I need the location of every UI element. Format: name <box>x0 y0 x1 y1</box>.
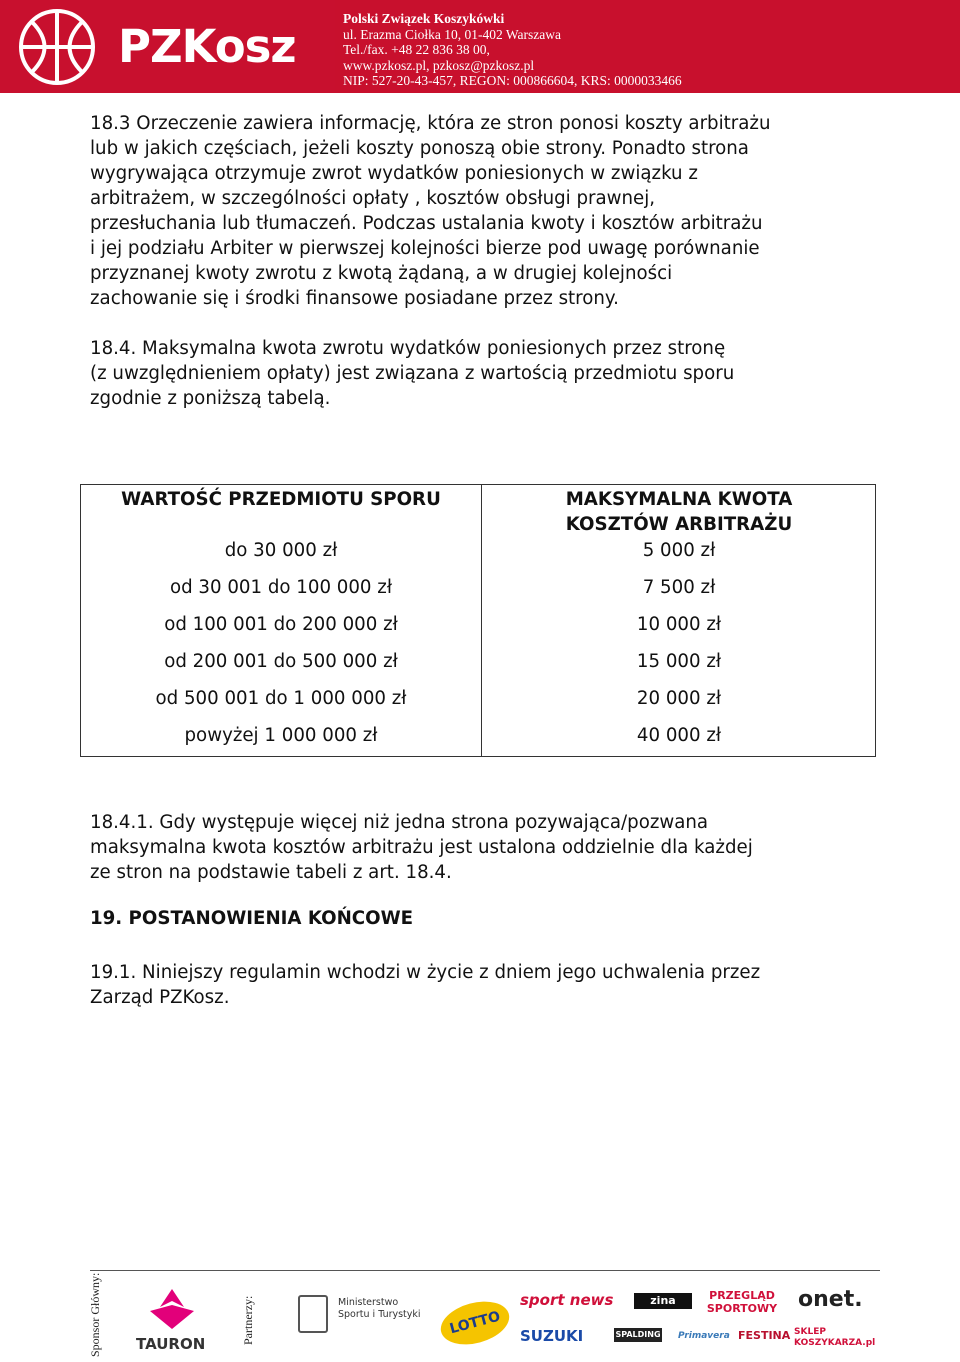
contact-info <box>343 11 682 89</box>
ministry-line: Ministerstwo <box>338 1297 399 1308</box>
paragraph-18-3 <box>90 111 890 311</box>
row-value: od 200 001 do 500 000 zł <box>164 651 398 672</box>
text-line: Zarząd PZKosz. <box>90 987 230 1008</box>
brand-name: PZKosz <box>118 20 296 73</box>
suzuki-logo: SUZUKI <box>520 1327 584 1345</box>
row-max: 15 000 zł <box>636 651 722 672</box>
text-line: wygrywająca otrzymuje zwrot wydatków poniesionych w związku z <box>90 163 698 184</box>
row-max: 40 000 zł <box>636 725 722 746</box>
row-max: 7 500 zł <box>642 577 716 598</box>
phone: Tel./fax. +48 22 836 38 00, <box>343 42 490 57</box>
row-value: od 30 001 do 100 000 zł <box>169 577 393 598</box>
section-19-title: 19. POSTANOWIENIA KOŃCOWE <box>90 908 414 929</box>
address: ul. Erazma Ciołka 10, 01-402 Warszawa <box>343 26 561 42</box>
ministry-emblem-icon <box>298 1295 328 1333</box>
header-value: WARTOŚĆ PRZEDMIOTU SPORU <box>121 489 441 510</box>
footer-divider <box>90 1270 880 1271</box>
paragraph-19-1 <box>90 960 890 1010</box>
tauron-name: TAURON <box>136 1335 206 1353</box>
lotto-logo: LOTTO <box>436 1295 514 1352</box>
text-line: arbitrażem, w szczególności opłaty , kosztów obsługi prawnej, <box>90 188 656 209</box>
text-line: zgodnie z poniższą tabelą. <box>90 388 331 409</box>
row-value: od 500 001 do 1 000 000 zł <box>155 688 407 709</box>
text-line: przyznanej kwoty zwrotu z kwotą żądaną, a w drugiej kolejności <box>90 263 673 284</box>
text-line: maksymalna kwota kosztów arbitrażu jest ustalona oddzielnie dla każdej <box>90 837 753 858</box>
text-line: 18.4.1. Gdy występuje więcej niż jedna strona pozywająca/pozwana <box>90 812 709 833</box>
arbitration-cost-table <box>80 484 876 757</box>
onet-logo: onet. <box>798 1287 863 1312</box>
text-line: 18.4. Maksymalna kwota zwrotu wydatków poniesionych przez stronę <box>90 338 726 359</box>
ministry-line: Sportu i Turystyki <box>338 1309 421 1320</box>
text-line: (z uwzględnieniem opłaty) jest związana z wartością przedmiotu sporu <box>90 363 735 384</box>
pzkosz-logo <box>0 0 335 93</box>
paragraph-18-4 <box>90 336 890 411</box>
row-max: 10 000 zł <box>636 614 722 635</box>
org-name: Polski Związek Koszykówki <box>343 11 505 26</box>
header-max-line1: MAKSYMALNA KWOTA <box>565 489 793 510</box>
row-value: powyżej 1 000 000 zł <box>184 725 378 746</box>
row-max: 5 000 zł <box>642 540 716 561</box>
basketball-icon <box>18 8 96 86</box>
zina-logo: zina <box>634 1293 692 1309</box>
header-max-line2: KOSZTÓW ARBITRAŻU <box>565 514 793 535</box>
letterhead <box>0 0 960 93</box>
sponsors-footer <box>0 1265 960 1362</box>
ministry-logo <box>338 1297 421 1321</box>
przeglad-sportowy-logo: PRZEGLĄD SPORTOWY <box>706 1289 778 1315</box>
text-line: lub w jakich częściach, jeżeli koszty ponoszą obie strony. Ponadto strona <box>90 138 749 159</box>
text-line: i jej podziału Arbiter w pierwszej kolejności bierze pod uwagę porównanie <box>90 238 760 259</box>
primavera-logo: Primavera <box>678 1331 730 1341</box>
festina-logo: FESTINA <box>738 1329 791 1342</box>
row-max: 20 000 zł <box>636 688 722 709</box>
tauron-icon <box>132 1285 212 1333</box>
web-email: www.pzkosz.pl, pzkosz@pzkosz.pl <box>343 57 535 73</box>
spalding-logo: SPALDING <box>614 1328 662 1342</box>
row-value: do 30 000 zł <box>224 540 338 561</box>
text-line: zachowanie się i środki finansowe posiadane przez strony. <box>90 288 619 309</box>
paragraph-18-4-1 <box>90 810 890 885</box>
text-line: ze stron na podstawie tabeli z art. 18.4. <box>90 862 452 883</box>
tauron-logo <box>132 1285 212 1357</box>
registry-numbers: NIP: 527-20-43-457, REGON: 000866604, KRS: 0000033466 <box>343 73 682 88</box>
text-line: 18.3 Orzeczenie zawiera informację, która ze stron ponosi koszty arbitrażu <box>90 113 771 134</box>
main-sponsor-label: Sponsor Główny: <box>88 1272 102 1357</box>
text-line: przesłuchania lub tłumaczeń. Podczas ustalania kwoty i kosztów arbitrażu <box>90 213 763 234</box>
row-value: od 100 001 do 200 000 zł <box>164 614 398 635</box>
text-line: 19.1. Niniejszy regulamin wchodzi w życie z dniem jego uchwalenia przez <box>90 962 761 983</box>
sklep-koszykarza-logo: SKLEP KOSZYKARZA.pl <box>794 1327 876 1348</box>
partners-label: Partnerzy: <box>241 1295 255 1345</box>
sport-news-logo: sport news <box>520 1291 614 1309</box>
